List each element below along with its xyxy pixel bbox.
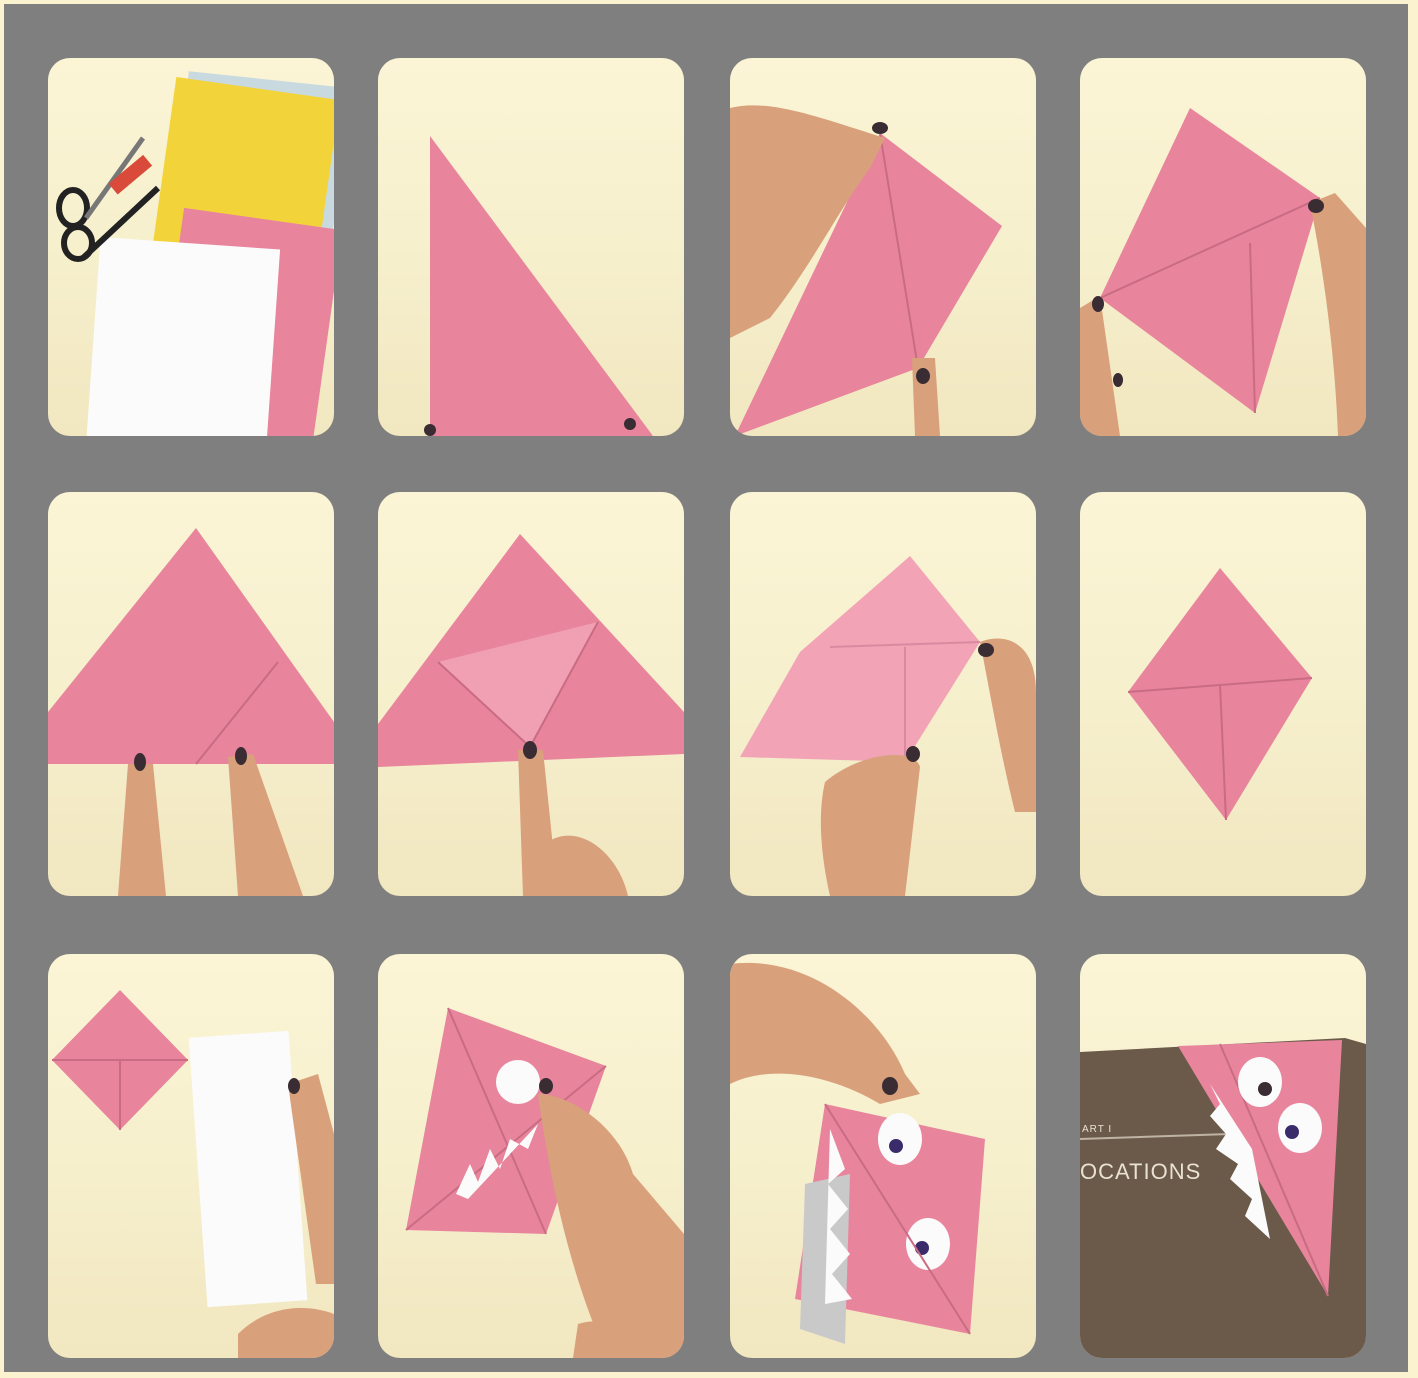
- eye-and-teeth-illustration: [378, 954, 684, 1358]
- bookmark-on-book-illustration: [1080, 954, 1366, 1358]
- pocket-square-illustration: [1080, 492, 1366, 896]
- triangle-illustration: [378, 58, 684, 436]
- tuck-flap-illustration: [730, 492, 1036, 896]
- fold-square-illustration: [730, 58, 1036, 436]
- triangle-folds-illustration: [48, 492, 334, 896]
- book-text-part: ART I: [1082, 1124, 1113, 1135]
- step-7-photo: [730, 492, 1036, 896]
- step-5-photo: [48, 492, 334, 896]
- square-and-strip-illustration: [48, 954, 334, 1358]
- step-2-photo: [378, 58, 684, 436]
- step-1-photo: [48, 58, 334, 436]
- step-10-photo: [378, 954, 684, 1358]
- folded-corners-illustration: [1080, 58, 1366, 436]
- scissors-icon: [59, 190, 87, 226]
- step-12-photo: [1080, 954, 1366, 1358]
- step-6-photo: [378, 492, 684, 896]
- step-3-photo: [730, 58, 1036, 436]
- photo-grid: [4, 4, 1408, 1372]
- step-11-photo: [730, 954, 1036, 1358]
- step-8-photo: [1080, 492, 1366, 896]
- center-crease-illustration: [378, 492, 684, 896]
- monster-bookmark-illustration: [730, 954, 1036, 1358]
- step-9-photo: [48, 954, 334, 1358]
- book-text-title: OCATIONS: [1080, 1159, 1202, 1184]
- materials-illustration: [48, 58, 334, 436]
- step-4-photo: [1080, 58, 1366, 436]
